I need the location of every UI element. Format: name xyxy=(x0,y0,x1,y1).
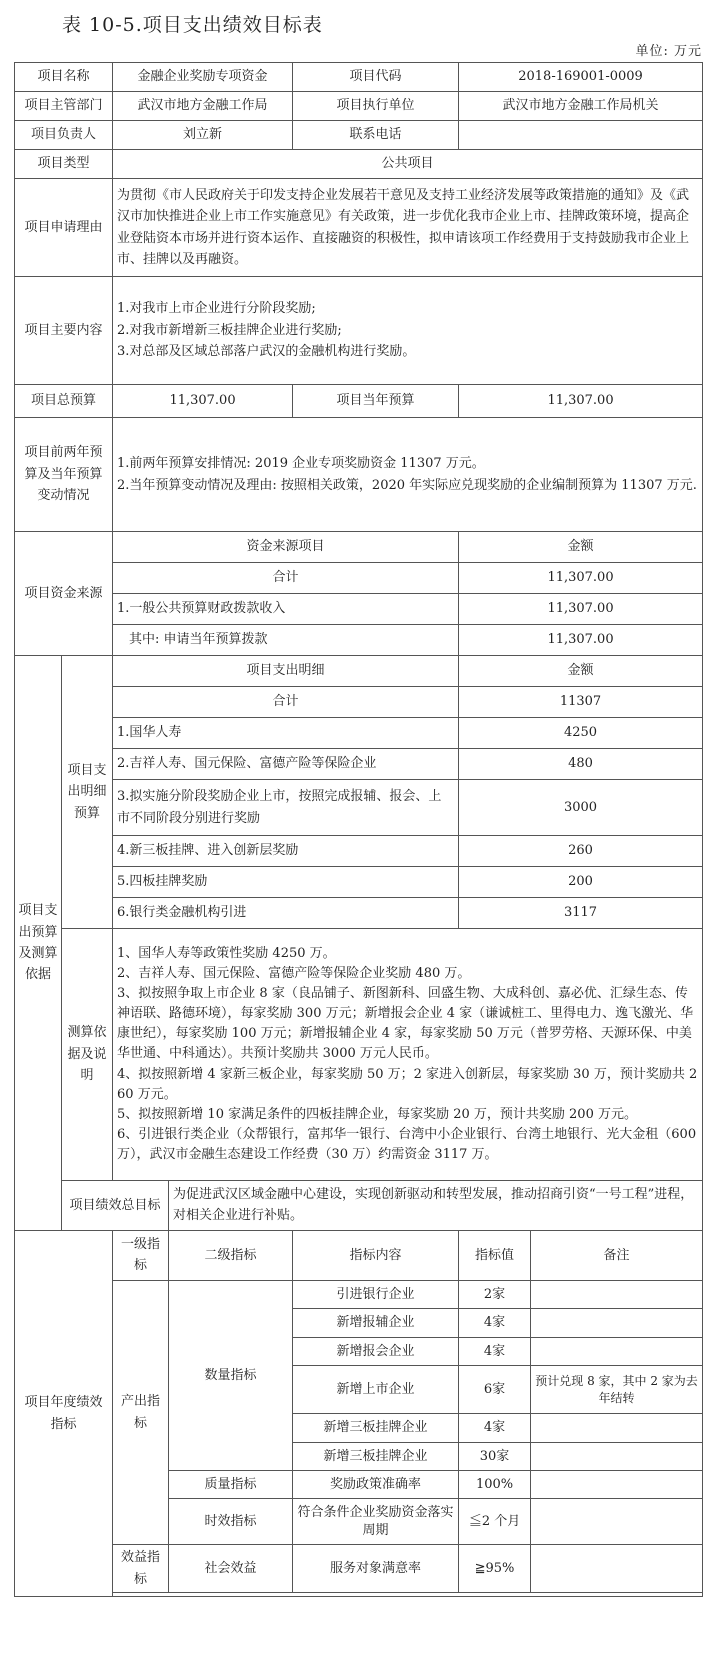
expenditure-outer-label: 项目支出预算及测算依据 xyxy=(15,656,62,1231)
benefit-indicator-label: 效益指标 xyxy=(113,1545,169,1593)
exec-value: 武汉市地方金融工作局机关 xyxy=(459,92,703,121)
indicator-value: 6家 xyxy=(459,1366,531,1414)
funding-label: 项目资金来源 xyxy=(15,532,113,656)
budget-change-text xyxy=(113,418,703,532)
project-code-label: 项目代码 xyxy=(293,63,459,92)
expenditure-detail-label: 项目支出明细预算 xyxy=(62,656,113,929)
expenditure-row-item: 6.银行类金融机构引进 xyxy=(113,898,459,929)
basis-label: 测算依据及说明 xyxy=(62,929,113,1181)
year-budget-label: 项目当年预算 xyxy=(293,385,459,418)
indicator-content: 新增上市企业 xyxy=(293,1366,459,1414)
project-name-label: 项目名称 xyxy=(15,63,113,92)
time-indicator-label: 时效指标 xyxy=(169,1499,293,1545)
goal-text: 为促进武汉区域金融中心建设，实现创新驱动和转型发展，推动招商引资“一号工程”进程，对相关企业进行补贴。 xyxy=(169,1181,703,1231)
indicator-content: 新增三板挂牌企业 xyxy=(293,1414,459,1442)
indicator-note xyxy=(531,1545,703,1593)
indicator-content: 新增报会企业 xyxy=(293,1337,459,1365)
content-item: 3.对总部及区域总部落户武汉的金融机构进行奖励。 xyxy=(117,344,416,360)
exec-label: 项目执行单位 xyxy=(293,92,459,121)
indicator-value: ≦2 个月 xyxy=(459,1499,531,1545)
phone-value xyxy=(459,121,703,150)
total-budget-value: 11,307.00 xyxy=(113,385,293,418)
table-bottom-edge xyxy=(113,1593,703,1597)
basis-item: 2、吉祥人寿、国元保险、富德产险等保险企业奖励 480 万。 xyxy=(117,965,471,981)
expenditure-row-item: 4.新三板挂牌、进入创新层奖励 xyxy=(113,836,459,867)
content-label: 项目主要内容 xyxy=(15,277,113,385)
expenditure-row-amount: 3117 xyxy=(459,898,703,929)
expenditure-row-item: 合计 xyxy=(113,687,459,718)
social-indicator-label: 社会效益 xyxy=(169,1545,293,1593)
expenditure-row-amount: 4250 xyxy=(459,718,703,749)
budget-change-item: 1.前两年预算安排情况: 2019 企业专项奖励资金 11307 万元。 xyxy=(117,456,485,472)
basis-text xyxy=(113,929,703,1181)
funding-row-item: 1.一般公共预算财政拨款收入 xyxy=(113,594,459,625)
reason-label: 项目申请理由 xyxy=(15,179,113,277)
quantity-indicator-label: 数量指标 xyxy=(169,1280,293,1470)
indicator-value: 4家 xyxy=(459,1414,531,1442)
funding-row-amount: 11,307.00 xyxy=(459,625,703,656)
reason-text: 为贯彻《市人民政府关于印发支持企业发展若干意见及支持工业经济发展等政策措施的通知》及《武汉市加快推进企业上市工作实施意见》有关政策，进一步优化我市企业上市、挂牌政策环境，提高企业登陆资本市场并进行资本运作、直接融资的积极性，拟申请该项工作经费用于支持鼓励我市企业上市、挂牌以及再融资。 xyxy=(113,179,703,277)
indicator-note xyxy=(531,1499,703,1545)
unit-label: 单位: 万元 xyxy=(635,44,702,59)
dept-label: 项目主管部门 xyxy=(15,92,113,121)
basis-item: 6、引进银行类企业（众帮银行，富邦华一银行、台湾中小企业银行、台湾土地银行、光大金租（600 万），武汉市金融生态建设工作经费（30 万）约需资金 3117 万。 xyxy=(117,1126,697,1163)
indicator-note xyxy=(531,1280,703,1308)
expenditure-row-item: 1.国华人寿 xyxy=(113,718,459,749)
content-item: 1.对我市上市企业进行分阶段奖励; xyxy=(117,301,316,317)
indicator-note: 预计兑现 8 家，其中 2 家为去年结转 xyxy=(531,1366,703,1414)
funding-header-amount: 金额 xyxy=(459,532,703,563)
page-title: 表 10-5.项目支出绩效目标表 xyxy=(62,14,323,36)
indicator-value: 4家 xyxy=(459,1337,531,1365)
quality-indicator-label: 质量指标 xyxy=(169,1470,293,1498)
indicator-value: 30家 xyxy=(459,1442,531,1470)
indicator-content: 引进银行企业 xyxy=(293,1280,459,1308)
leader-label: 项目负责人 xyxy=(15,121,113,150)
indicator-content: 新增三板挂牌企业 xyxy=(293,1442,459,1470)
funding-row-item: 其中: 申请当年预算拨款 xyxy=(113,625,459,656)
indicator-content: 服务对象满意率 xyxy=(293,1545,459,1593)
leader-value: 刘立新 xyxy=(113,121,293,150)
indicator-content: 奖励政策准确率 xyxy=(293,1470,459,1498)
budget-change-label: 项目前两年预算及当年预算变动情况 xyxy=(15,418,113,532)
indicators-h1: 一级指标 xyxy=(113,1230,169,1280)
expenditure-row-amount: 11307 xyxy=(459,687,703,718)
type-label: 项目类型 xyxy=(15,150,113,179)
funding-header-item: 资金来源项目 xyxy=(113,532,459,563)
expenditure-header-item: 项目支出明细 xyxy=(113,656,459,687)
budget-change-item: 2.当年预算变动情况及理由: 按照相关政策，2020 年实际应兑现奖励的企业编制预算为 11307 万元. xyxy=(117,477,697,493)
indicators-h4: 指标值 xyxy=(459,1230,531,1280)
basis-item: 4、拟按照新增 4 家新三板企业，每家奖励 50 万；2 家进入创新层，每家奖励 30 万，预计奖励共 260 万元。 xyxy=(117,1066,698,1102)
indicators-label: 项目年度绩效指标 xyxy=(15,1230,113,1596)
type-value: 公共项目 xyxy=(113,150,703,179)
indicator-content: 符合条件企业奖励资金落实周期 xyxy=(293,1499,459,1545)
funding-row-amount: 11,307.00 xyxy=(459,563,703,594)
indicator-value: 100% xyxy=(459,1470,531,1498)
expenditure-row-item: 5.四板挂牌奖励 xyxy=(113,867,459,898)
indicator-value: ≧95% xyxy=(459,1545,531,1593)
phone-label: 联系电话 xyxy=(293,121,459,150)
funding-row-amount: 11,307.00 xyxy=(459,594,703,625)
basis-item: 1、国华人寿等政策性奖励 4250 万。 xyxy=(117,945,336,961)
content-item: 2.对我市新增新三板挂牌企业进行奖励; xyxy=(117,322,342,338)
goal-label: 项目绩效总目标 xyxy=(62,1181,169,1231)
indicators-h3: 指标内容 xyxy=(293,1230,459,1280)
dept-value: 武汉市地方金融工作局 xyxy=(113,92,293,121)
performance-table xyxy=(14,62,703,1597)
indicator-note xyxy=(531,1414,703,1442)
total-budget-label: 项目总预算 xyxy=(15,385,113,418)
project-code: 2018-169001-0009 xyxy=(459,63,703,92)
expenditure-row-amount: 260 xyxy=(459,836,703,867)
funding-row-item: 合计 xyxy=(113,563,459,594)
year-budget-value: 11,307.00 xyxy=(459,385,703,418)
indicators-h5: 备注 xyxy=(531,1230,703,1280)
indicator-note xyxy=(531,1442,703,1470)
basis-item: 5、拟按照新增 10 家满足条件的四板挂牌企业，每家奖励 20 万，预计共奖励 200 万元。 xyxy=(117,1106,637,1122)
output-indicator-label: 产出指标 xyxy=(113,1280,169,1545)
indicator-content: 新增报辅企业 xyxy=(293,1309,459,1337)
expenditure-row-item: 3.拟实施分阶段奖励企业上市，按照完成报辅、报会、上市不同阶段分别进行奖励 xyxy=(113,780,459,836)
basis-item: 3、拟按照争取上市企业 8 家（良品铺子、新图新科、回盛生物、大成科创、嘉必优、汇绿生态、传神语联、路德环境），每家奖励 300 万元；新增报会企业 4 家（谦诚桩工、里得电力、逸飞激光、华康世纪），每家奖励 100 万元；新增报辅企业 4 家，每家奖励 50 万元（普罗劳格、天源环保、中美华世通、中科通达）。共预计奖励共 3000 万元人民币。 xyxy=(117,986,694,1062)
expenditure-row-amount: 3000 xyxy=(459,780,703,836)
expenditure-row-amount: 480 xyxy=(459,749,703,780)
content-list xyxy=(113,277,703,385)
indicator-note xyxy=(531,1309,703,1337)
expenditure-row-item: 2.吉祥人寿、国元保险、富德产险等保险企业 xyxy=(113,749,459,780)
expenditure-header-amount: 金额 xyxy=(459,656,703,687)
expenditure-row-amount: 200 xyxy=(459,867,703,898)
project-name: 金融企业奖励专项资金 xyxy=(113,63,293,92)
indicator-note xyxy=(531,1470,703,1498)
indicators-h2: 二级指标 xyxy=(169,1230,293,1280)
indicator-value: 4家 xyxy=(459,1309,531,1337)
indicator-note xyxy=(531,1337,703,1365)
indicator-value: 2家 xyxy=(459,1280,531,1308)
